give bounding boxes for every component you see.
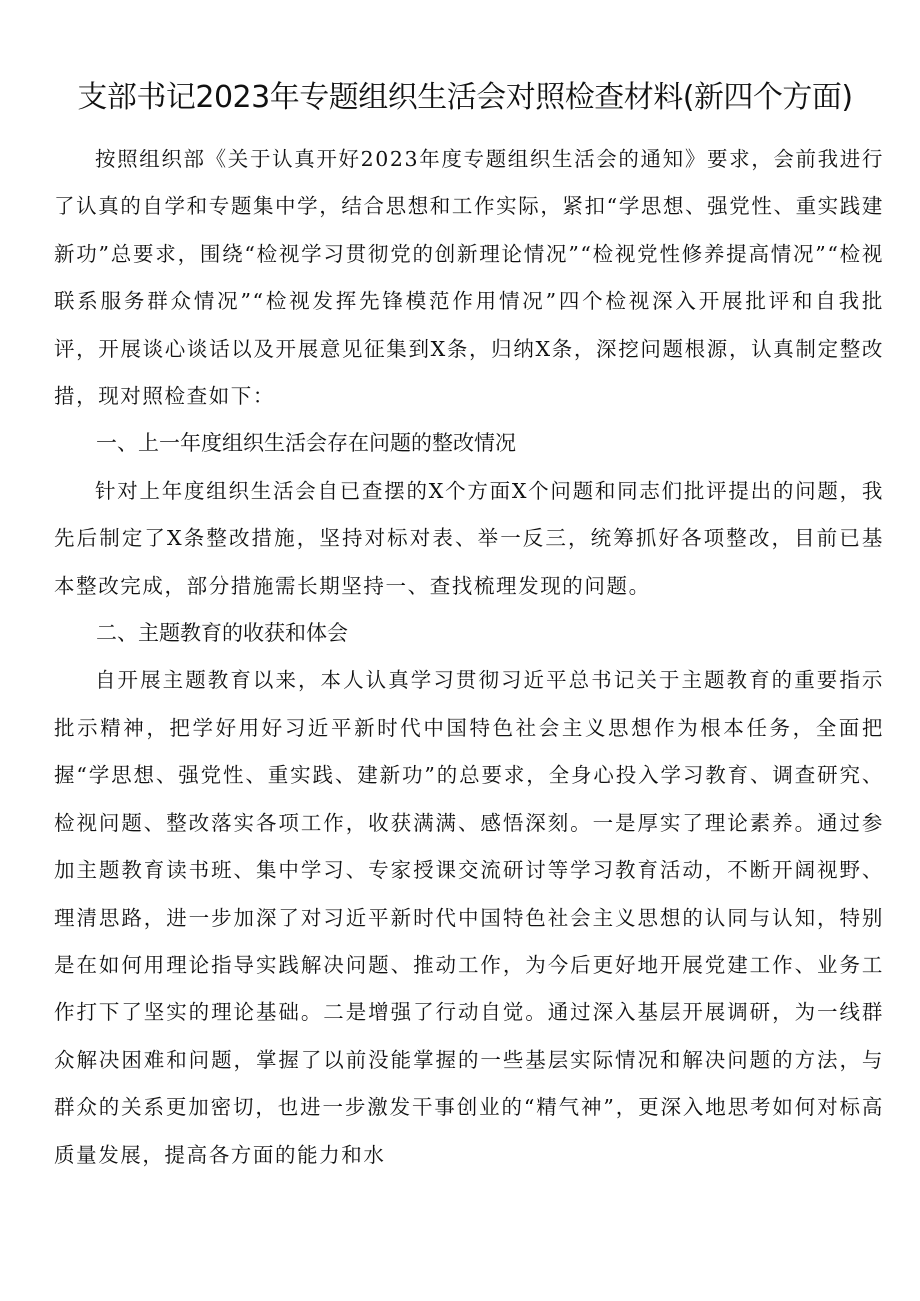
document-body xyxy=(54,136,884,1179)
intro-paragraph: 按照组织部《关于认真开好2023年度专题组织生活会的通知》要求，会前我进行了认真的自学和专题集中学，结合思想和工作实际，紧扣“学思想、强党性、重实践建新功”总要求，围绕“检视学习贯彻党的创新理论情况”“检视党性修养提高情况”“检视联系服务群众情况”“检视发挥先锋模范作用情况”四个检视深入开展批评和自我批评，开展谈心谈话以及开展意见征集到X条，归纳X条，深挖问题根源，认真制定整改措，现对照检查如下： xyxy=(54,147,884,409)
section-1-paragraph: 针对上年度组织生活会自已查摆的X个方面X个问题和同志们批评提出的问题，我先后制定了X条整改措施，坚持对标对表、举一反三，统筹抓好各项整改，目前已基本整改完成，部分措施需长期坚持一、查找梳理发现的问题。 xyxy=(54,478,884,598)
section-2-heading: 二、主题教育的收获和体会 xyxy=(96,621,348,646)
section-1-heading: 一、上一年度组织生活会存在问题的整改情况 xyxy=(96,431,516,456)
section-2-paragraph: 自开展主题教育以来，本人认真学习贯彻习近平总书记关于主题教育的重要指示批示精神，把学好用好习近平新时代中国特色社会主义思想作为根本任务，全面把握“学思想、强党性、重实践、建新功”的总要求，全身心投入学习教育、调查研究、检视问题、整改落实各项工作，收获满满、感悟深刻。一是厚实了理论素养。通过参加主题教育读书班、集中学习、专家授课交流研讨等学习教育活动，不断开阔视野、理清思路，进一步加深了对习近平新时代中国特色社会主义思想的认同与认知，特别是在如何用理论指导实践解决问题、推动工作，为今后更好地开展党建工作、业务工作打下了坚实的理论基础。二是增强了行动自觉。通过深入基层开展调研，为一线群众解决困难和问题，掌握了以前没能掌握的一些基层实际情况和解决问题的方法，与群众的关系更加密切，也进一步激发干事创业的“精气神”，更深入地思考如何对标高质量发展，提高各方面的能力和水 xyxy=(54,668,884,1167)
document-title: 支部书记2023年专题组织生活会对照检查材料(新四个方面) xyxy=(77,80,853,115)
